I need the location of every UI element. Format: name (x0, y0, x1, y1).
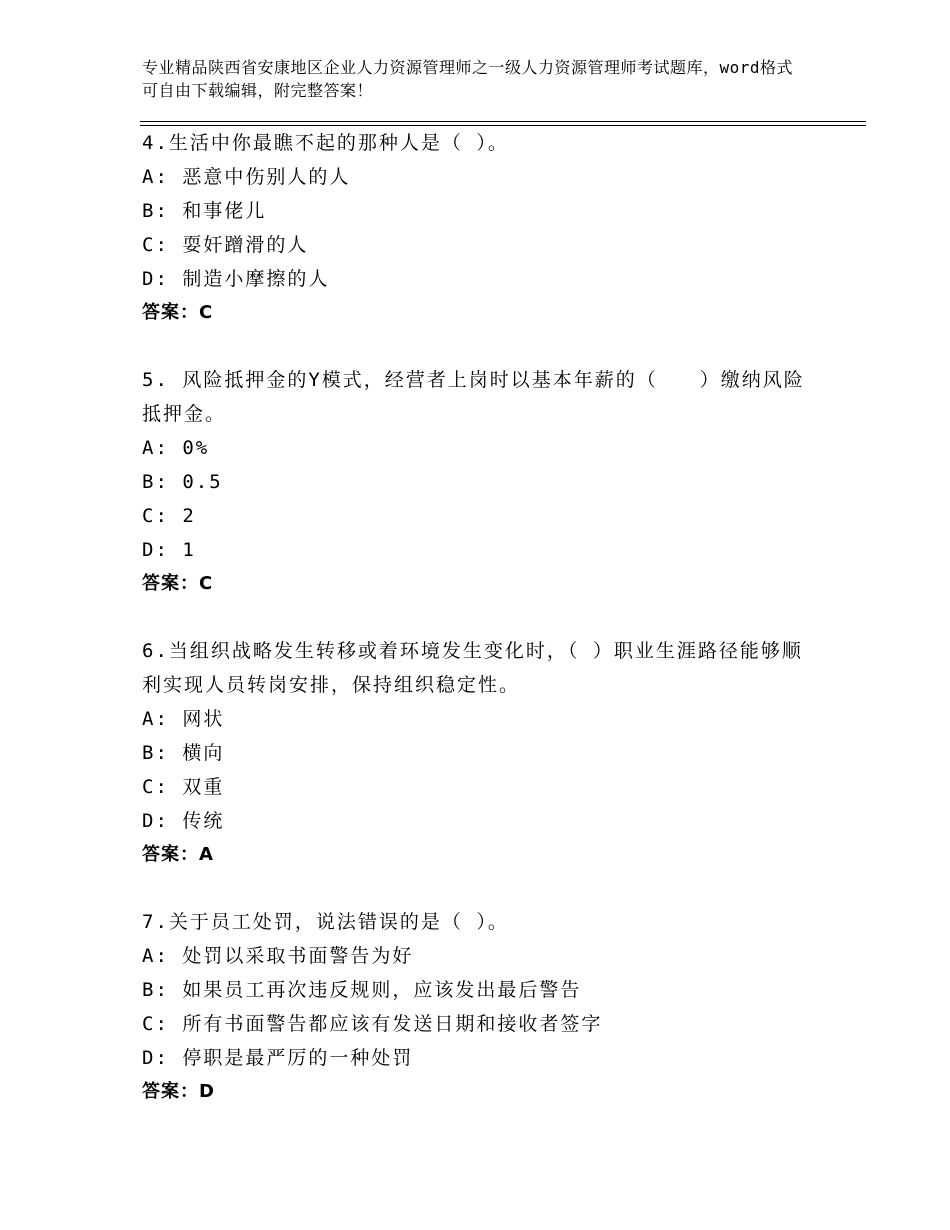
option-a: A: 0% (142, 437, 210, 459)
question-stem: 6.当组织战略发生转移或着环境发生变化时，（ ）职业生涯路径能够顺利实现人员转岗安排，保持组织稳定性。 (142, 640, 803, 696)
option-d: D: 制造小摩擦的人 (142, 268, 330, 290)
option-a: A: 网状 (142, 708, 225, 730)
option-a: A: 恶意中伤别人的人 (142, 166, 351, 188)
option-b: B: 如果员工再次违反规则，应该发出最后警告 (142, 979, 582, 1001)
option-b: B: 0.5 (142, 471, 223, 493)
option-d: D: 1 (142, 539, 196, 561)
question-7 (142, 905, 822, 1109)
question-stem: 7.关于员工处罚，说法错误的是（ ）。 (142, 911, 509, 933)
question-list (142, 126, 822, 1142)
option-c: C: 所有书面警告都应该有发送日期和接收者签字 (142, 1013, 603, 1035)
option-c: C: 双重 (142, 776, 225, 798)
question-5 (142, 363, 822, 601)
answer-label: 答案：C (142, 573, 214, 594)
question-6 (142, 634, 822, 872)
question-4 (142, 126, 822, 330)
option-a: A: 处罚以采取书面警告为好 (142, 945, 414, 967)
option-d: D: 停职是最严厉的一种处罚 (142, 1047, 414, 1069)
question-stem: 5. 风险抵押金的Y模式，经营者上岗时以基本年薪的（ ）缴纳风险抵押金。 (142, 369, 805, 425)
option-b: B: 横向 (142, 742, 225, 764)
option-c: C: 耍奸蹭滑的人 (142, 234, 309, 256)
question-stem: 4.生活中你最瞧不起的那种人是（ ）。 (142, 132, 509, 154)
answer-label: 答案：A (142, 844, 214, 865)
answer-label: 答案：C (142, 302, 214, 323)
option-b: B: 和事佬儿 (142, 200, 267, 222)
option-d: D: 传统 (142, 810, 225, 832)
document-header: 专业精品陕西省安康地区企业人力资源管理师之一级人力资源管理师考试题库，word格式可自由下载编辑，附完整答案！ (142, 58, 794, 100)
option-c: C: 2 (142, 505, 196, 527)
header-divider (140, 121, 866, 122)
answer-label: 答案：D (142, 1081, 215, 1102)
